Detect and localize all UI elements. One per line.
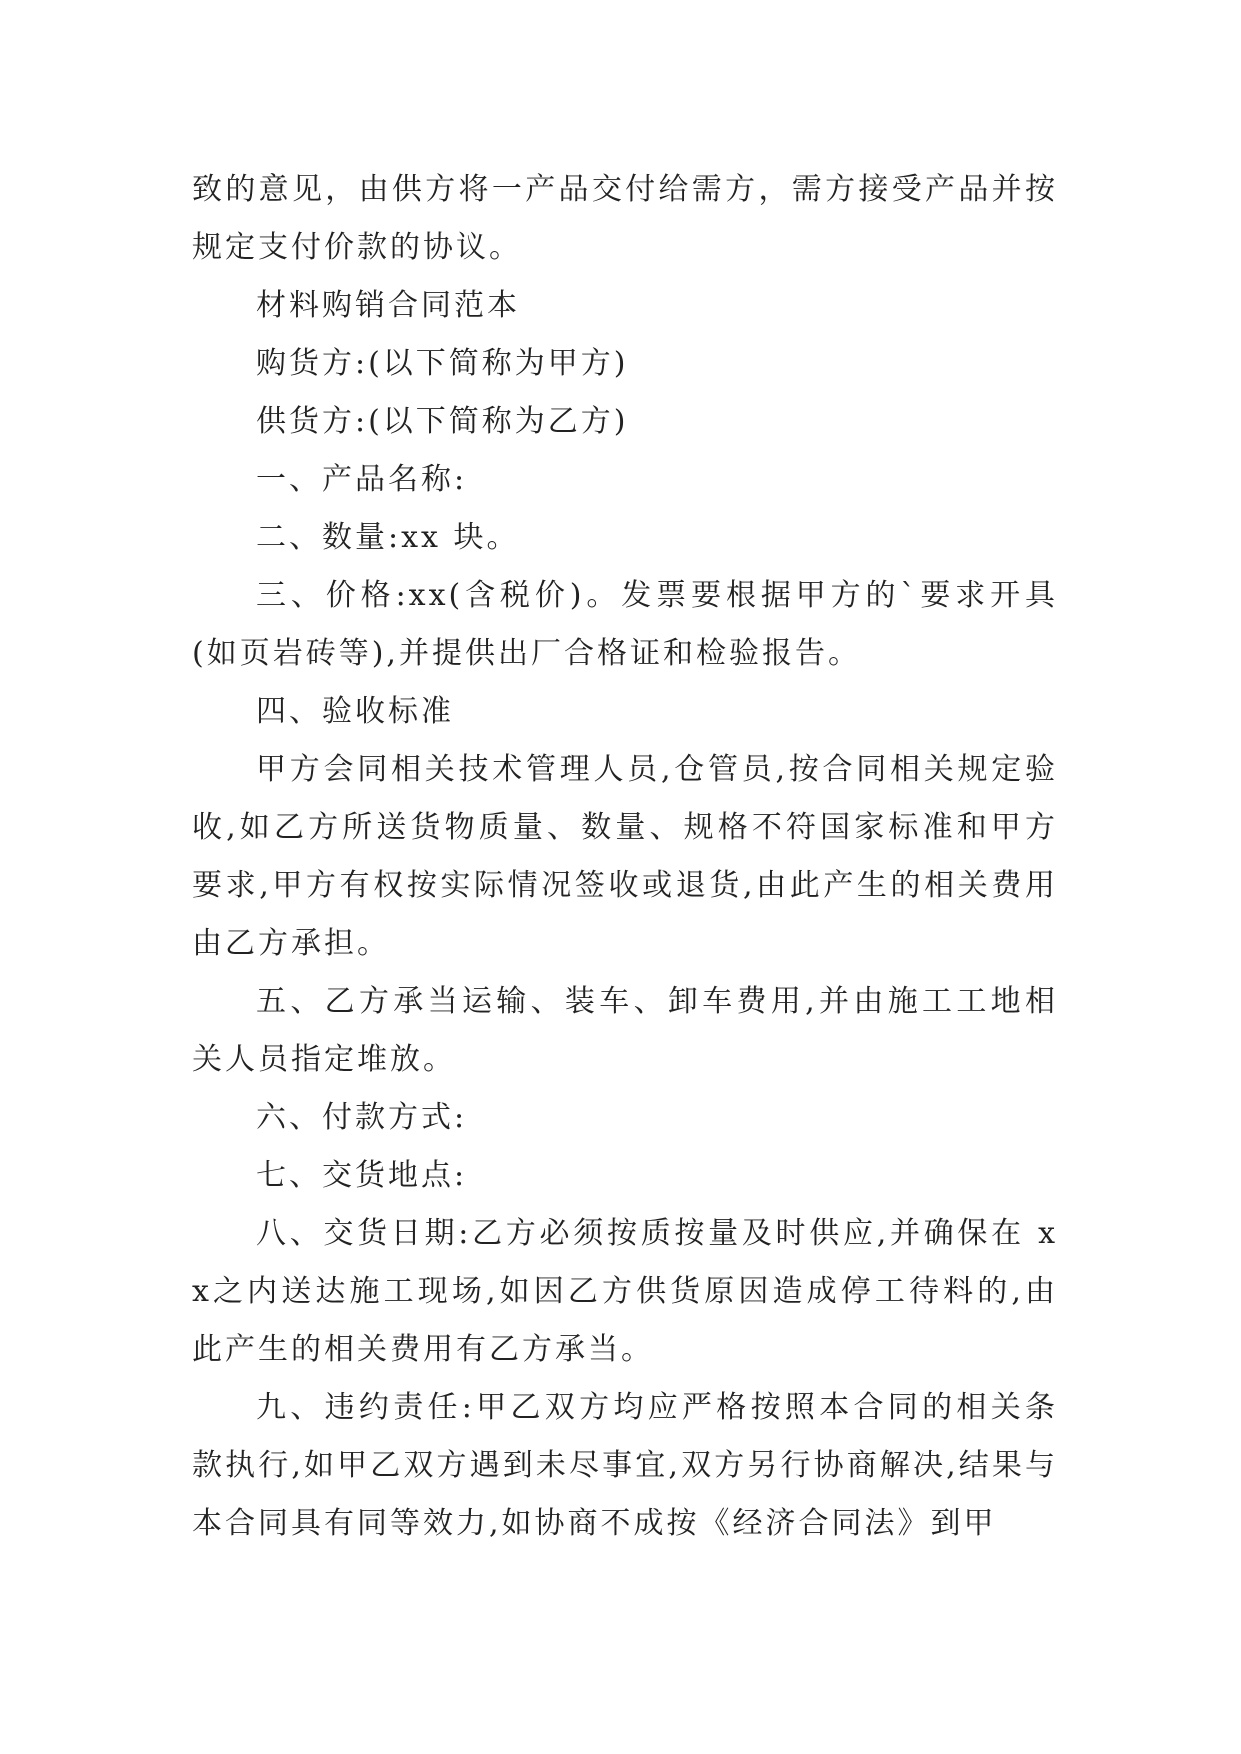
clause-1-product-name: 一、产品名称: xyxy=(256,462,468,497)
clause-7-delivery-place: 七、交货地点: xyxy=(256,1158,468,1193)
buyer-line: 购货方:(以下简称为甲方) xyxy=(256,346,629,381)
paragraph-intro-continued: 致的意见，由供方将一产品交付给需方，需方接受产品并按规定支付价款的协议。 xyxy=(192,172,1058,265)
clause-5-transport: 五、乙方承当运输、装车、卸车费用,并由施工工地相关人员指定堆放。 xyxy=(192,984,1058,1077)
clause-9-liability: 九、违约责任:甲乙双方均应严格按照本合同的相关条款执行,如甲乙双方遇到未尽事宜,双方另行协商解决,结果与本合同具有同等效力,如协商不成按《经济合同法》到甲 xyxy=(192,1390,1058,1541)
clause-8-delivery-date: 八、交货日期:乙方必须按质按量及时供应,并确保在 xx之内送达施工现场,如因乙方供货原因造成停工待料的,由此产生的相关费用有乙方承当。 xyxy=(192,1216,1058,1367)
clause-3-price: 三、价格:xx(含税价)。发票要根据甲方的`要求开具(如页岩砖等),并提供出厂合格证和检验报告。 xyxy=(192,578,1058,671)
contract-title: 材料购销合同范本 xyxy=(256,288,520,323)
document-body xyxy=(192,161,1058,1553)
clause-2-quantity: 二、数量:xx 块。 xyxy=(256,520,520,555)
supplier-line: 供货方:(以下简称为乙方) xyxy=(256,404,629,439)
clause-4-acceptance-body: 甲方会同相关技术管理人员,仓管员,按合同相关规定验收,如乙方所送货物质量、数量、规格不符国家标准和甲方要求,甲方有权按实际情况签收或退货,由此产生的相关费用由乙方承担。 xyxy=(192,752,1058,961)
clause-4-acceptance-heading: 四、验收标准 xyxy=(256,694,454,729)
clause-6-payment: 六、付款方式: xyxy=(256,1100,468,1135)
